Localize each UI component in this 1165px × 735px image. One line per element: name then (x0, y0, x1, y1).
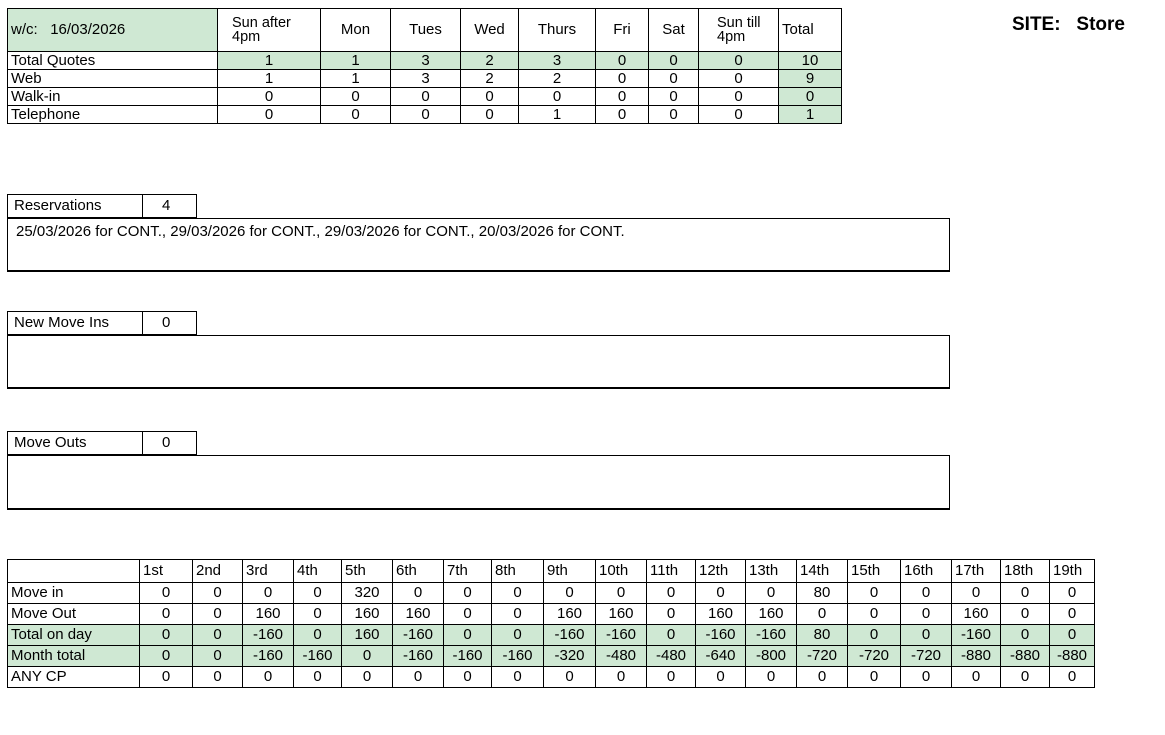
daily-cell: 160 (952, 604, 1001, 625)
daily-cell: 0 (342, 646, 393, 667)
quotes-col-header: Total (779, 9, 842, 52)
quotes-cell: 1 (218, 70, 321, 88)
quotes-row-label: Total Quotes (8, 52, 218, 70)
reservations-details: 25/03/2026 for CONT., 29/03/2026 for CONT., 29/03/2026 for CONT., 20/03/2026 for CONT. (7, 218, 950, 272)
daily-cell: 0 (901, 625, 952, 646)
quotes-col-header: Wed (461, 9, 519, 52)
quotes-cell: 0 (596, 88, 649, 106)
quotes-cell: 0 (649, 52, 699, 70)
daily-cell: 80 (797, 625, 848, 646)
daily-cell: -800 (746, 646, 797, 667)
daily-row-label: Move Out (8, 604, 140, 625)
quotes-cell: 1 (218, 52, 321, 70)
week-label: w/c: (11, 21, 38, 38)
quotes-cell: 0 (699, 88, 779, 106)
daily-cell: 0 (243, 667, 294, 688)
day-header: 14th (797, 560, 848, 583)
daily-row (8, 583, 1095, 604)
quotes-cell: 0 (649, 106, 699, 124)
daily-cell: -160 (952, 625, 1001, 646)
daily-cell: -160 (746, 625, 797, 646)
quotes-cell: 0 (649, 70, 699, 88)
daily-corner-cell (8, 560, 140, 583)
daily-cell: 0 (696, 583, 746, 604)
quotes-cell: 0 (321, 106, 391, 124)
daily-cell: 0 (797, 667, 848, 688)
quotes-row-web (8, 70, 842, 88)
day-header: 3rd (243, 560, 294, 583)
daily-cell: 0 (294, 604, 342, 625)
quotes-col-header: Sat (649, 9, 699, 52)
quotes-cell: 0 (596, 52, 649, 70)
quotes-cell: 1 (321, 70, 391, 88)
day-header: 16th (901, 560, 952, 583)
day-header: 2nd (193, 560, 243, 583)
daily-cell: 0 (544, 583, 596, 604)
quotes-cell: 0 (218, 88, 321, 106)
day-header: 7th (444, 560, 492, 583)
daily-cell: -720 (848, 646, 901, 667)
daily-cell: -880 (1050, 646, 1095, 667)
site-label: SITE: (1012, 14, 1061, 35)
daily-cell: -880 (1001, 646, 1050, 667)
quotes-col-header: Fri (596, 9, 649, 52)
day-header: 13th (746, 560, 797, 583)
quotes-cell: 2 (461, 52, 519, 70)
quotes-cell: 0 (699, 52, 779, 70)
daily-cell: 0 (294, 667, 342, 688)
quotes-total-cell: 1 (779, 106, 842, 124)
daily-cell: 0 (848, 583, 901, 604)
daily-cell: 0 (901, 604, 952, 625)
daily-cell: 0 (140, 604, 193, 625)
daily-cell: 0 (746, 667, 797, 688)
daily-cell: 0 (140, 583, 193, 604)
quotes-col-header: Mon (321, 9, 391, 52)
daily-cell: 0 (294, 625, 342, 646)
daily-cell: 0 (294, 583, 342, 604)
daily-cell: -880 (952, 646, 1001, 667)
quotes-cell: 0 (596, 70, 649, 88)
daily-cell: 0 (1001, 604, 1050, 625)
daily-cell: 0 (1001, 667, 1050, 688)
daily-cell: 80 (797, 583, 848, 604)
daily-cell: -640 (696, 646, 746, 667)
week-commencing-cell (8, 9, 218, 52)
daily-cell: 0 (901, 667, 952, 688)
quotes-table (7, 8, 842, 124)
daily-cell: 160 (342, 625, 393, 646)
quotes-cell: 3 (391, 52, 461, 70)
daily-cell: 0 (140, 646, 193, 667)
move-ins-details (7, 335, 950, 389)
daily-cell: 0 (342, 667, 393, 688)
daily-cell: 0 (193, 646, 243, 667)
daily-cell: 160 (544, 604, 596, 625)
quotes-col-header: Sun till 4pm (699, 9, 779, 52)
move-outs-count: 0 (143, 431, 197, 455)
daily-cell: 0 (444, 625, 492, 646)
daily-cell: 0 (647, 583, 696, 604)
quotes-col-header: Thurs (519, 9, 596, 52)
daily-cell: 0 (1050, 604, 1095, 625)
quotes-cell: 2 (519, 70, 596, 88)
daily-cell: 0 (647, 604, 696, 625)
daily-cell: 0 (393, 583, 444, 604)
quotes-cell: 2 (461, 70, 519, 88)
day-header: 15th (848, 560, 901, 583)
daily-header-row (8, 560, 1095, 583)
daily-cell: 0 (140, 625, 193, 646)
daily-cell: 0 (393, 667, 444, 688)
daily-cell: 0 (444, 604, 492, 625)
quotes-cell: 0 (391, 106, 461, 124)
quotes-cell: 1 (321, 52, 391, 70)
daily-row-label: Month total (8, 646, 140, 667)
daily-cell: 0 (797, 604, 848, 625)
quotes-cell: 0 (218, 106, 321, 124)
week-date: 16/03/2026 (50, 21, 126, 38)
daily-cell: -160 (393, 646, 444, 667)
day-header: 17th (952, 560, 1001, 583)
daily-cell: -160 (294, 646, 342, 667)
day-header: 6th (393, 560, 444, 583)
daily-cell: 0 (848, 604, 901, 625)
daily-cell: 160 (393, 604, 444, 625)
quotes-cell: 0 (391, 88, 461, 106)
move-ins-label: New Move Ins (7, 311, 143, 335)
move-outs-label: Move Outs (7, 431, 143, 455)
daily-cell: 0 (1050, 625, 1095, 646)
daily-cell: -320 (544, 646, 596, 667)
daily-cell: 0 (193, 604, 243, 625)
daily-cell: 0 (243, 583, 294, 604)
daily-cell: 160 (596, 604, 647, 625)
daily-cell: 0 (1050, 583, 1095, 604)
daily-cell: 160 (243, 604, 294, 625)
daily-cell: 0 (140, 667, 193, 688)
quotes-cell: 0 (461, 106, 519, 124)
daily-cell: 0 (492, 604, 544, 625)
daily-cell: 0 (1050, 667, 1095, 688)
move-outs-details (7, 455, 950, 510)
daily-row-label: Move in (8, 583, 140, 604)
daily-cell: 0 (952, 667, 1001, 688)
quotes-cell: 1 (519, 106, 596, 124)
quotes-total-cell: 10 (779, 52, 842, 70)
daily-movement-table (7, 559, 1095, 688)
daily-cell: 0 (193, 625, 243, 646)
move-ins-count: 0 (143, 311, 197, 335)
quotes-cell: 3 (391, 70, 461, 88)
site-name: Store (1076, 14, 1125, 35)
quotes-row-telephone (8, 106, 842, 124)
daily-cell: 0 (596, 583, 647, 604)
daily-cell: 0 (1001, 583, 1050, 604)
daily-cell: -160 (544, 625, 596, 646)
daily-cell: 0 (1001, 625, 1050, 646)
daily-cell: 0 (444, 583, 492, 604)
daily-cell: 0 (848, 625, 901, 646)
daily-cell: 0 (492, 583, 544, 604)
daily-cell: 0 (492, 667, 544, 688)
daily-cell: 0 (193, 583, 243, 604)
day-header: 18th (1001, 560, 1050, 583)
daily-cell: 0 (746, 583, 797, 604)
quotes-cell: 0 (519, 88, 596, 106)
quotes-cell: 0 (699, 70, 779, 88)
quotes-total-cell: 9 (779, 70, 842, 88)
daily-cell: 0 (848, 667, 901, 688)
daily-cell: 0 (492, 625, 544, 646)
day-header: 9th (544, 560, 596, 583)
daily-row-label: ANY CP (8, 667, 140, 688)
daily-cell: -160 (444, 646, 492, 667)
quotes-row-label: Telephone (8, 106, 218, 124)
day-header: 12th (696, 560, 746, 583)
quotes-cell: 3 (519, 52, 596, 70)
daily-row-label: Total on day (8, 625, 140, 646)
daily-row (8, 625, 1095, 646)
daily-cell: -480 (647, 646, 696, 667)
quotes-cell: 0 (321, 88, 391, 106)
quotes-row-label: Web (8, 70, 218, 88)
quotes-col-header: Sun after 4pm (218, 9, 321, 52)
day-header: 5th (342, 560, 393, 583)
quotes-cell: 0 (461, 88, 519, 106)
daily-cell: -720 (797, 646, 848, 667)
daily-cell: 0 (901, 583, 952, 604)
day-header: 4th (294, 560, 342, 583)
day-header: 8th (492, 560, 544, 583)
reservations-label: Reservations (7, 194, 143, 218)
daily-row (8, 604, 1095, 625)
day-header: 10th (596, 560, 647, 583)
daily-cell: 0 (596, 667, 647, 688)
reservations-count: 4 (143, 194, 197, 218)
daily-cell: -160 (696, 625, 746, 646)
daily-cell: 160 (696, 604, 746, 625)
daily-cell: 0 (647, 625, 696, 646)
quotes-cell: 0 (699, 106, 779, 124)
day-header: 19th (1050, 560, 1095, 583)
daily-row (8, 646, 1095, 667)
quotes-row-walkin (8, 88, 842, 106)
quotes-row-total (8, 52, 842, 70)
day-header: 11th (647, 560, 696, 583)
daily-cell: -160 (243, 646, 294, 667)
daily-cell: 0 (952, 583, 1001, 604)
daily-cell: 160 (746, 604, 797, 625)
quotes-total-cell: 0 (779, 88, 842, 106)
daily-cell: 0 (544, 667, 596, 688)
quotes-header-row (8, 9, 842, 52)
daily-cell: 0 (193, 667, 243, 688)
daily-cell: -160 (596, 625, 647, 646)
daily-cell: -160 (393, 625, 444, 646)
daily-cell: 160 (342, 604, 393, 625)
day-header: 1st (140, 560, 193, 583)
quotes-cell: 0 (649, 88, 699, 106)
quotes-cell: 0 (596, 106, 649, 124)
daily-cell: -160 (492, 646, 544, 667)
quotes-col-header: Tues (391, 9, 461, 52)
daily-cell: 0 (647, 667, 696, 688)
daily-cell: -160 (243, 625, 294, 646)
daily-row (8, 667, 1095, 688)
daily-cell: -480 (596, 646, 647, 667)
daily-cell: -720 (901, 646, 952, 667)
daily-cell: 0 (696, 667, 746, 688)
daily-cell: 0 (444, 667, 492, 688)
daily-cell: 320 (342, 583, 393, 604)
site-title (1012, 14, 1125, 36)
quotes-row-label: Walk-in (8, 88, 218, 106)
